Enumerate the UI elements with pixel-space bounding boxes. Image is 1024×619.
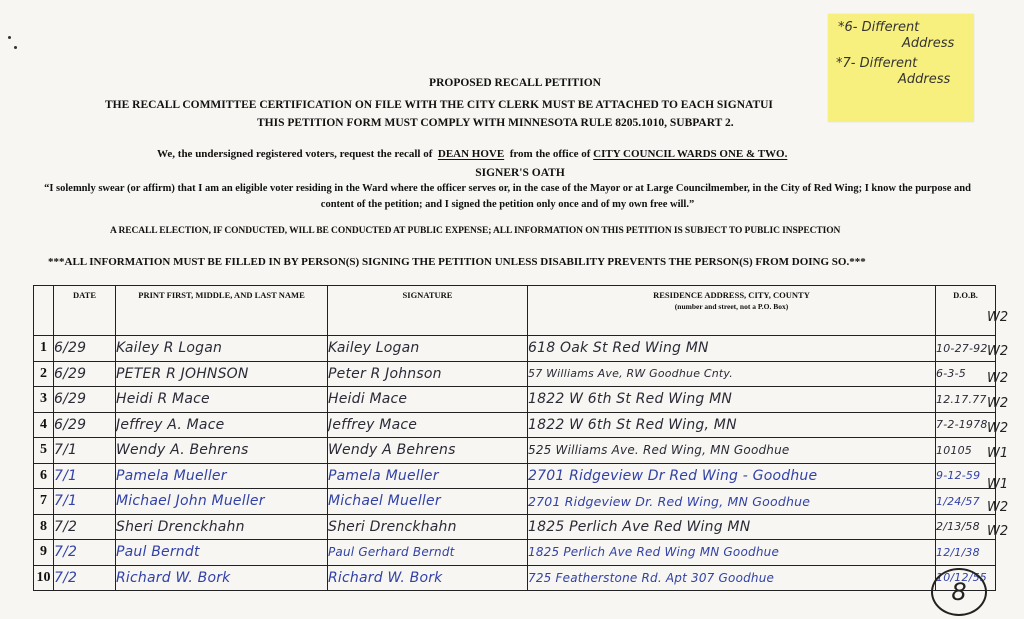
row-dob: 9-12-59	[936, 463, 996, 489]
row-signature: Paul Gerhard Berndt	[328, 540, 528, 566]
row-dob: 12/1/38	[936, 540, 996, 566]
row-date: 6/29	[54, 387, 116, 413]
row-dob: 10/12/55	[936, 565, 996, 591]
row-number: 8	[34, 514, 54, 540]
row-address: 1825 Perlich Ave Red Wing MN Goodhue	[528, 540, 936, 566]
row-number: 6	[34, 463, 54, 489]
ward-note: W1	[987, 446, 1009, 461]
certification-line-2: THIS PETITION FORM MUST COMPLY WITH MINNESOTA RULE 8205.1010, SUBPART 2.	[257, 117, 734, 129]
ward-note: W2	[987, 421, 1009, 436]
sticky-line-3: *7- Different	[836, 56, 918, 71]
request-middle: from the office of	[509, 148, 591, 160]
page-title: PROPOSED RECALL PETITION	[429, 77, 601, 89]
row-signature: Heidi Mace	[328, 387, 528, 413]
header-address	[528, 286, 936, 336]
ward-note: W2	[987, 500, 1009, 515]
row-number: 1	[34, 336, 54, 362]
row-dob: 10-27-92	[936, 336, 996, 362]
sticky-line-4: Address	[898, 72, 951, 87]
header-address-sub: (number and street, not a P.O. Box)	[674, 302, 789, 311]
row-name: Paul Berndt	[116, 540, 328, 566]
row-name: Sheri Drenckhahn	[116, 514, 328, 540]
page-number-circle: 8	[931, 568, 987, 616]
row-dob: 7-2-1978	[936, 412, 996, 438]
row-address: 618 Oak St Red Wing MN	[528, 336, 936, 362]
office-name: CITY COUNCIL WARDS ONE & TWO.	[593, 148, 788, 160]
row-dob: 10105	[936, 438, 996, 464]
row-number: 3	[34, 387, 54, 413]
row-signature: Jeffrey Mace	[328, 412, 528, 438]
oath-text: “I solemnly swear (or affirm) that I am an eligible voter residing in the Ward where the officer serves or, in the case of the Mayor or at Large Councilmember, in the City of Red Wing; I know the purpose and content of the petition; and I signed the petition only once and of my own free will.”	[44, 183, 971, 210]
all-info-notice: ***ALL INFORMATION MUST BE FILLED IN BY PERSON(S) SIGNING THE PETITION UNLESS DISABILITY PREVENTS THE PERSON(S) FROM DOING SO.***	[48, 256, 866, 268]
row-address: 2701 Ridgeview Dr. Red Wing, MN Goodhue	[528, 489, 936, 515]
scan-speck	[14, 46, 17, 49]
row-number: 9	[34, 540, 54, 566]
row-date: 7/1	[54, 489, 116, 515]
row-date: 7/1	[54, 438, 116, 464]
table-row	[34, 565, 996, 591]
oath-heading: SIGNER'S OATH	[475, 167, 565, 179]
public-notice: A RECALL ELECTION, IF CONDUCTED, WILL BE CONDUCTED AT PUBLIC EXPENSE; ALL INFORMATION ON THIS PETITION IS SUBJECT TO PUBLIC INSPECTION	[110, 226, 841, 236]
sticky-note	[828, 14, 974, 122]
row-number: 2	[34, 361, 54, 387]
row-number: 5	[34, 438, 54, 464]
row-address: 1822 W 6th St Red Wing, MN	[528, 412, 936, 438]
table-row	[34, 336, 996, 362]
row-signature: Pamela Mueller	[328, 463, 528, 489]
ward-note: W1	[987, 477, 1009, 492]
row-signature: Peter R Johnson	[328, 361, 528, 387]
table-row	[34, 463, 996, 489]
row-name: Richard W. Bork	[116, 565, 328, 591]
official-name: DEAN HOVE	[437, 148, 505, 160]
ward-note: W2	[987, 310, 1009, 325]
ward-note: W2	[987, 524, 1009, 539]
table-row	[34, 412, 996, 438]
header-name: PRINT FIRST, MIDDLE, AND LAST NAME	[116, 286, 328, 336]
table-row	[34, 387, 996, 413]
header-date: DATE	[54, 286, 116, 336]
row-name: Pamela Mueller	[116, 463, 328, 489]
ward-note: W2	[987, 344, 1009, 359]
row-name: Kailey R Logan	[116, 336, 328, 362]
table-header-row	[34, 286, 996, 336]
row-date: 7/1	[54, 463, 116, 489]
row-number: 4	[34, 412, 54, 438]
table-row	[34, 540, 996, 566]
row-dob: 6-3-5	[936, 361, 996, 387]
row-address: 1825 Perlich Ave Red Wing MN	[528, 514, 936, 540]
row-signature: Kailey Logan	[328, 336, 528, 362]
row-dob: 12.17.77	[936, 387, 996, 413]
row-name: Jeffrey A. Mace	[116, 412, 328, 438]
header-dob: D.O.B.	[936, 286, 996, 336]
row-date: 6/29	[54, 412, 116, 438]
row-date: 6/29	[54, 336, 116, 362]
row-date: 7/2	[54, 565, 116, 591]
row-address: 2701 Ridgeview Dr Red Wing - Goodhue	[528, 463, 936, 489]
row-number: 10	[34, 565, 54, 591]
row-date: 6/29	[54, 361, 116, 387]
row-date: 7/2	[54, 540, 116, 566]
row-address: 525 Williams Ave. Red Wing, MN Goodhue	[528, 438, 936, 464]
row-address: 57 Williams Ave, RW Goodhue Cnty.	[528, 361, 936, 387]
row-name: Michael John Mueller	[116, 489, 328, 515]
row-name: Heidi R Mace	[116, 387, 328, 413]
row-address: 1822 W 6th St Red Wing MN	[528, 387, 936, 413]
signature-table	[33, 285, 996, 591]
certification-line-1: THE RECALL COMMITTEE CERTIFICATION ON FILE WITH THE CITY CLERK MUST BE ATTACHED TO EACH SIGNATUI	[105, 99, 773, 111]
header-signature: SIGNATURE	[328, 286, 528, 336]
table-row	[34, 361, 996, 387]
header-address-title: RESIDENCE ADDRESS, CITY, COUNTY	[653, 290, 810, 300]
sticky-line-2: Address	[902, 36, 955, 51]
table-row	[34, 489, 996, 515]
row-signature: Wendy A Behrens	[328, 438, 528, 464]
row-date: 7/2	[54, 514, 116, 540]
row-number: 7	[34, 489, 54, 515]
header-number	[34, 286, 54, 336]
row-name: PETER R JOHNSON	[116, 361, 328, 387]
row-dob: 2/13/58	[936, 514, 996, 540]
row-signature: Richard W. Bork	[328, 565, 528, 591]
row-address: 725 Featherstone Rd. Apt 307 Goodhue	[528, 565, 936, 591]
table-row	[34, 438, 996, 464]
sticky-line-1: *6- Different	[838, 20, 920, 35]
request-prefix: We, the undersigned registered voters, request the recall of	[157, 148, 433, 160]
ward-note: W2	[987, 371, 1009, 386]
row-signature: Sheri Drenckhahn	[328, 514, 528, 540]
table-row	[34, 514, 996, 540]
recall-request	[157, 148, 787, 160]
ward-note: W2	[987, 396, 1009, 411]
row-name: Wendy A. Behrens	[116, 438, 328, 464]
row-signature: Michael Mueller	[328, 489, 528, 515]
scan-speck	[8, 36, 11, 39]
row-dob: 1/24/57	[936, 489, 996, 515]
